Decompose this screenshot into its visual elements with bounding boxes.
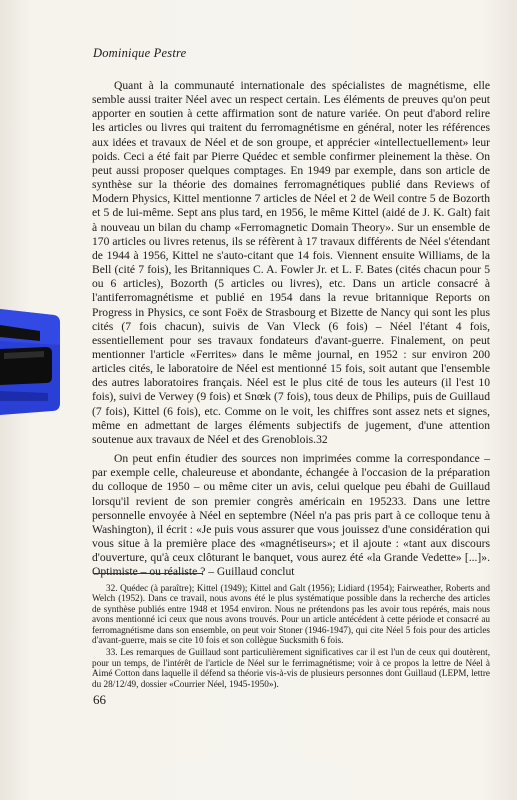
paragraph: On peut enfin étudier des sources non imprimées comme la correspondance – par exemple celle, chaleureuse et abondante, échangée à l'occasion de la préparation du colloque de 1950 – ou même citer un avis, celui quelque peu ébahi de Guillaud lorsqu'il revient de son premier congrès américain en 195233. Dans une lettre personnelle envoyée à Néel en septembre (Néel n'a pas pris part à ce colloque tenu à Washington), il écrit : «Je puis vous assurer que vous jouissez d'une considération qui vous situe à la première place des «magnétiseurs»; et il ajoute : «tant aux discours d'ouverture, qu'à ceux clôturant le banquet, vous aurez été «la Grande Vedette» [...]». Optimiste – ou réaliste ? – Guillaud conclut: [92, 452, 490, 579]
footnotes: [92, 583, 490, 689]
footnote-32: 32. Quédec (à paraître); Kittel (1949); Kittel and Galt (1956); Lidiard (1954); Fairweather, Roberts and Welch (1952). Dans ce travail, nous avons été le plus systématique possible dans la recherche des articles de synthèse publiés entre 1948 et 1954 environ. Nous ne prétendons pas les avoir tous repérés, mais nous avons mentionné ici ceux que nous avons trouvés. Pour un article antécédent à cette période et consacré au ferromagnétisme dans son ensemble, on peut voir Stoner (1946-1947), qui cite Néel 5 fois pour des articles d'avant-guerre, mais se cite 10 fois et son collègue Sucksmith 6 fois.: [92, 583, 490, 646]
paragraph: Quant à la communauté internationale des spécialistes de magnétisme, elle semble aussi traiter Néel avec un respect certain. Les éléments de preuves qu'on peut apporter en soutien à cette affirmation sont de nature variée. On peut d'abord relire les articles ou livres qui traitent du ferromagnétisme en général, noter les références aux idées et travaux de Néel et de son groupe, et apprécier «intellectuellement» leur poids. Ceci a été fait par Pierre Quédec et semble confirmer pleinement la thèse. On peut aussi proposer quelques comptages. En 1949 par exemple, dans son article de synthèse sur la théorie des domaines ferromagnétiques publié dans Reviews of Modern Physics, Kittel mentionne 7 articles de Néel et 2 de Weil contre 5 de Bozorth et 5 de lui-même. Sept ans plus tard, en 1956, le même Kittel (aidé de J. K. Galt) fait à nouveau un bilan du champ «Ferromagnetic Domain Theory». Sur un ensemble de 170 articles ou livres retenus, ils se réfèrent à 17 travaux différents de Néel s'étendant de 1944 à 1956, Kittel ne s'auto-citant que 14 fois. Viennent ensuite Williams, de la Bell (cité 7 fois), les Britanniques C. A. Fowler Jr. et L. F. Bates (cités chacun pour 5 ou 6 articles), Bozorth (5 articles ou livres), etc. Dans un article consacré à l'antiferromagnétisme et publié en 1954 dans la revue britannique Reports on Progress in Physics, ce sont Foëx de Strasbourg et Bizette de Nancy qui sont les plus cités (7 fois chacun), suivis de Van Vleck (6 fois) – Néel l'étant 4 fois, essentiellement pour ses travaux fondateurs d'avant-guerre. Finalement, on peut mentionner l'article «Ferrites» dans le même journal, en 1952 : sur environ 200 articles cités, le laboratoire de Néel est mentionné 15 fois, soit autant que l'ensemble des autres laboratoires français. Néel est le plus cité de tous les auteurs (il l'est 10 fois), suivi de Verwey (9 fois) et Snœk (7 fois), tous deux de Philips, puis de Guillaud (7 fois), Kittel (6 fois), etc. Comme on le voit, les chiffres sont assez nets et signes, même en admettant de larges éléments subjectifs de jugement, d'une attention soutenue aux travaux de Néel et des Grenoblois.32: [92, 79, 490, 446]
footnote-33: 33. Les remarques de Guillaud sont particulièrement significatives car il est l'un de ceux qui doutèrent, pour un temps, de l'intérêt de l'article de Néel sur le ferrimagnétisme; voir à ce propos la lettre de Néel à Aimé Cotton dans laquelle il défend sa théorie vis-à-vis de plusieurs personnes dont Guillaud (LEPM, lettre du 28/12/49, dossier «Courrier Néel, 1945-1950»).: [92, 647, 490, 689]
body-text: [92, 79, 490, 579]
page-number: 66: [93, 692, 106, 707]
binder-clip: [0, 305, 62, 417]
footnote-rule: [93, 573, 203, 574]
running-head: Dominique Pestre: [93, 46, 187, 60]
